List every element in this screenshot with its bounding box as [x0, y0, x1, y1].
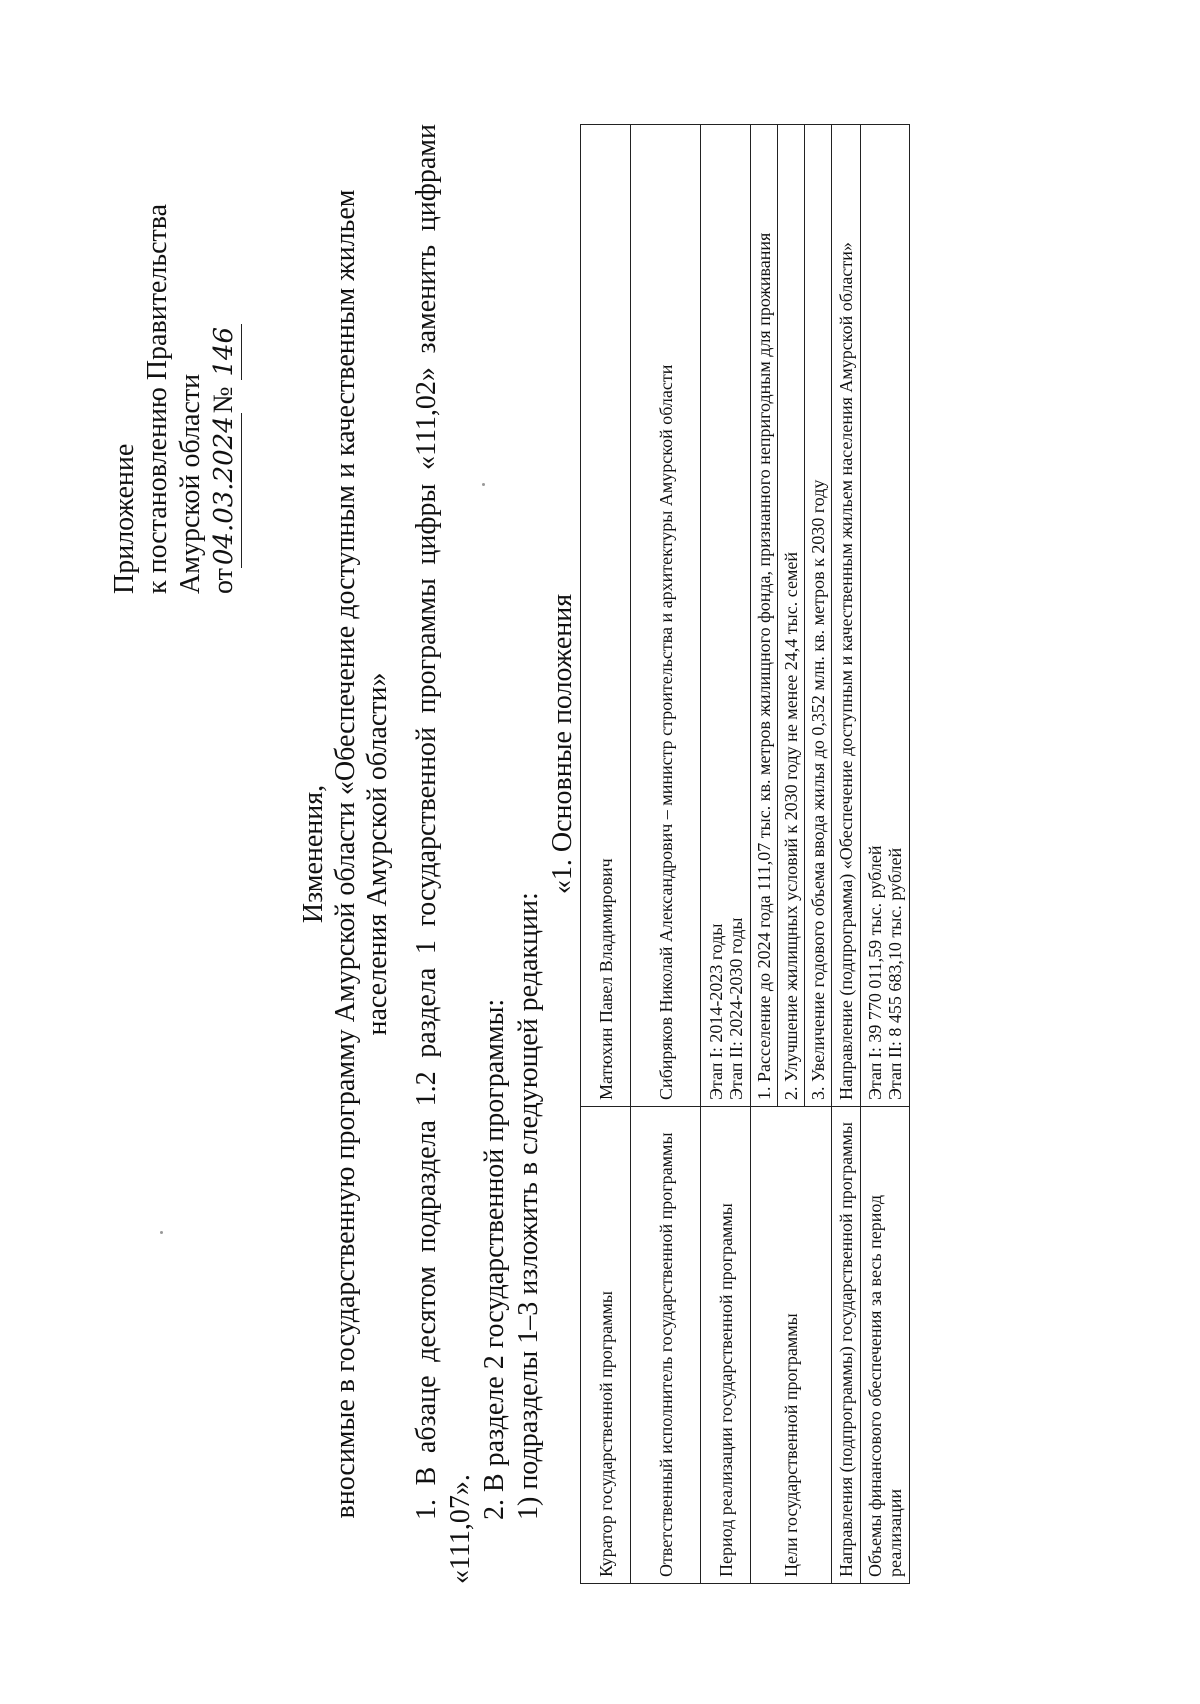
row-value: [701, 125, 751, 1107]
table-row: [631, 125, 701, 1584]
appendix-block: [108, 74, 242, 594]
goal-item: 2. Улучшение жилищных условий к 2030 году не менее 24,4 тыс. семей: [778, 125, 805, 1106]
goal-item: 1. Расселение до 2024 года 111,07 тыс. кв. метров жилищного фонда, признанного непригодным для проживания: [751, 125, 778, 1106]
scan-speck: [160, 1231, 163, 1234]
date-prefix: от: [208, 568, 239, 594]
document-title: [298, 124, 394, 1584]
row-value: [861, 125, 910, 1107]
appendix-line: к постановлению Правительства: [142, 203, 173, 594]
row-value: Матюхин Павел Владимирович: [581, 125, 631, 1107]
goal-item: 3. Увеличение годового объема ввода жилья до 0,352 млн. кв. метров к 2030 году: [808, 479, 828, 1100]
table-row: [581, 125, 631, 1584]
title-heading: Изменения,: [298, 784, 329, 924]
title-line: населения Амурской области»: [362, 672, 393, 1036]
row-value: Направление (подпрограмма) «Обеспечение доступным и качественным жильем населения Амурской области»: [832, 125, 861, 1107]
number-prefix: №: [208, 386, 239, 414]
row-value: [751, 125, 832, 1107]
row-value-line: Этап II: 2024-2030 годы: [725, 917, 746, 1100]
appendix-date-line: [207, 74, 242, 594]
row-label: Куратор государственной программы: [581, 1107, 631, 1584]
row-label: Объемы финансового обеспечения за весь период реализации: [861, 1107, 910, 1584]
handwritten-date: 04.03.2024: [208, 413, 242, 568]
paragraph-2: 2. В разделе 2 государственной программы:: [479, 998, 510, 1520]
handwritten-number: 146: [208, 324, 242, 380]
table-row: [751, 125, 832, 1584]
row-label: Направления (подпрограммы) государственной программы: [832, 1107, 861, 1584]
table-row: [832, 125, 861, 1584]
appendix-line: Приложение: [109, 443, 140, 594]
row-value-line: Этап II: 8 455 683,10 тыс. рублей: [885, 847, 905, 1100]
row-label: Ответственный исполнитель государственной программы: [631, 1107, 701, 1584]
section-heading: «1. Основные положения: [547, 593, 578, 895]
table-row: [701, 125, 751, 1584]
row-label: Цели государственной программы: [751, 1107, 832, 1584]
row-value-line: Этап I: 2014-2023 годы: [705, 923, 726, 1100]
row-label: Период реализации государственной программы: [701, 1107, 751, 1584]
program-passport-table: [580, 124, 910, 1584]
row-value-line: Этап I: 39 770 011,59 тыс. рублей: [865, 845, 885, 1100]
paragraph-1: 1. В абзаце десятом подраздела 1.2 раздела 1 государственной программы цифры «111,02» заменить цифрами «111,07».: [411, 124, 476, 1584]
title-line: вносимые в государственную программу Амурской области «Обеспечение доступным и качественным жильем: [330, 189, 361, 1519]
document-body: [410, 124, 580, 1584]
paragraph-3: 1) подразделы 1–3 изложить в следующей редакции:: [513, 892, 544, 1520]
row-value: Сибиряков Николай Александрович – министр строительства и архитектуры Амурской области: [631, 125, 701, 1107]
appendix-line: Амурской области: [175, 373, 206, 594]
table-row: [861, 125, 910, 1584]
